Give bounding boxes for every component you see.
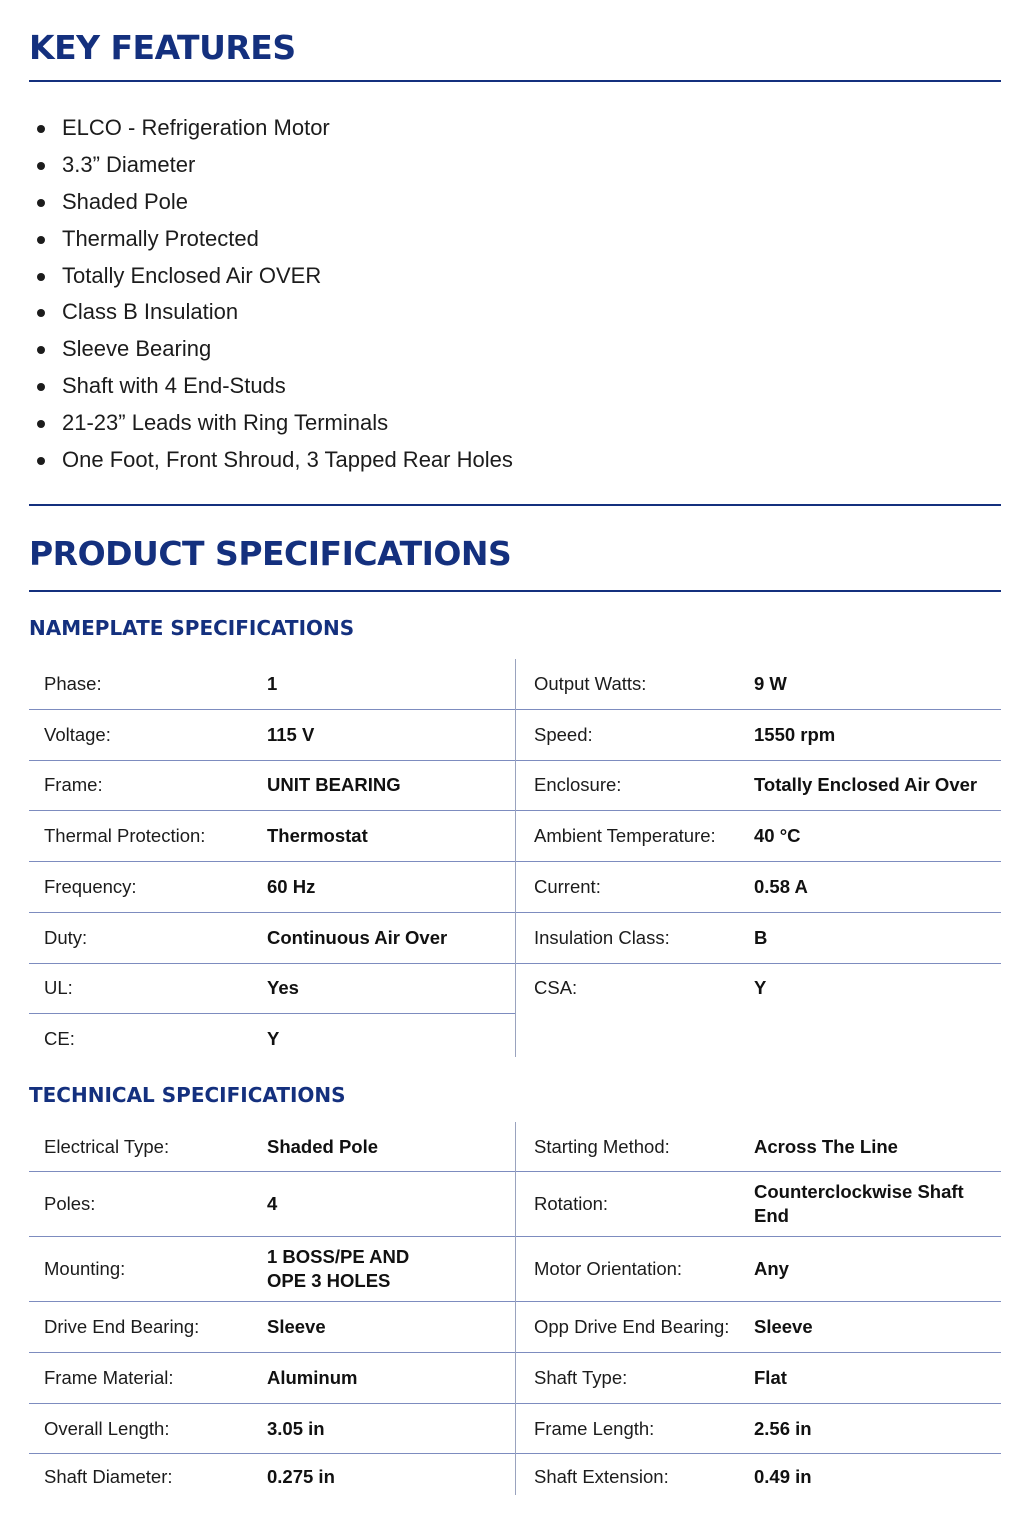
spec-value: 1 [267,672,278,694]
list-item: 3.3” Diameter [29,147,513,184]
list-item: Shaft with 4 End-Studs [29,368,513,405]
spec-label: Overall Length: [44,1417,170,1439]
spec-column-right [515,659,1001,1057]
spec-value: Any [754,1258,789,1279]
spec-row-duty [29,913,515,964]
spec-value: 0.58 A [754,875,808,897]
spec-row-insulation-class [516,913,1001,964]
key-features-heading: KEY FEATURES [29,28,296,67]
list-item: Shaded Pole [29,184,513,221]
spec-row-voltage [29,710,515,761]
spec-value: Yes [267,977,299,999]
key-features-list [29,110,513,479]
product-specifications-heading: PRODUCT SPECIFICATIONS [29,534,512,573]
list-item: Totally Enclosed Air OVER [29,258,513,295]
spec-value: 115 V [267,723,315,745]
spec-value: Flat [754,1367,787,1388]
spec-column-left [29,659,515,1064]
spec-row-starting-method [516,1122,1001,1172]
spec-value: Shaded Pole [267,1135,379,1157]
spec-label: Duty: [44,926,88,948]
spec-row-opp-drive-end-bearing [516,1302,1001,1353]
nameplate-spec-table [29,659,1001,1057]
spec-row-poles [29,1172,515,1237]
list-item: 21-23” Leads with Ring Terminals [29,405,513,442]
spec-label: Output Watts: [534,672,647,694]
bullet-icon [37,162,45,170]
spec-value: 3.05 in [267,1417,325,1439]
spec-label: CSA: [534,977,578,999]
spec-row-electrical-type [29,1122,515,1172]
bullet-icon [37,420,45,428]
spec-row-speed [516,710,1001,761]
list-item: ELCO - Refrigeration Motor [29,110,513,147]
spec-row-frame [29,761,515,812]
spec-label: UL: [44,977,73,999]
spec-row-frame-material [29,1353,515,1404]
spec-label: Frame Material: [44,1367,174,1388]
spec-value: Across The Line [754,1135,898,1157]
spec-label: Shaft Extension: [534,1466,669,1487]
technical-specifications-heading: TECHNICAL SPECIFICATIONS [29,1083,346,1107]
spec-row-shaft-diameter [29,1454,515,1500]
spec-label: Ambient Temperature: [534,825,716,847]
spec-value: 0.275 in [267,1466,335,1487]
bullet-icon [37,273,45,281]
spec-row-csa [516,964,1001,1014]
spec-value: Y [754,977,767,999]
spec-value: 4 [267,1193,278,1214]
spec-label: Current: [534,875,601,897]
spec-row-drive-end-bearing [29,1302,515,1353]
spec-value: UNIT BEARING [267,774,401,796]
spec-row-ce [29,1014,515,1064]
spec-value: Thermostat [267,825,368,847]
spec-label: Shaft Diameter: [44,1466,173,1487]
spec-label: Starting Method: [534,1135,670,1157]
divider [29,504,1001,506]
spec-value: 40 °C [754,825,801,847]
spec-row-phase [29,659,515,710]
spec-label: Insulation Class: [534,926,670,948]
spec-value: 1 BOSS/PE AND OPE 3 HOLES [267,1246,410,1291]
spec-value: Sleeve [754,1316,813,1337]
spec-row-ambient-temperature [516,811,1001,862]
spec-label: Enclosure: [534,774,622,796]
spec-row-overall-length [29,1404,515,1454]
bullet-icon [37,199,45,207]
spec-value: Aluminum [267,1367,358,1388]
spec-label: Speed: [534,723,593,745]
technical-spec-table [29,1122,1001,1495]
spec-value: 1550 rpm [754,723,836,745]
nameplate-specifications-heading: NAMEPLATE SPECIFICATIONS [29,616,355,640]
divider [29,590,1001,592]
spec-column-right [515,1122,1001,1495]
spec-row-rotation [516,1172,1001,1237]
spec-label: Opp Drive End Bearing: [534,1316,730,1337]
spec-row-motor-orientation [516,1237,1001,1302]
spec-value: Totally Enclosed Air Over [754,774,978,796]
spec-row-thermal-protection [29,811,515,862]
spec-label: Frequency: [44,875,137,897]
spec-label: Shaft Type: [534,1367,628,1388]
spec-value: Sleeve [267,1316,326,1337]
spec-value: Counterclockwise Shaft End [754,1181,964,1226]
spec-label: Thermal Protection: [44,825,206,847]
spec-label: Frame: [44,774,103,796]
bullet-icon [37,457,45,465]
spec-label: Rotation: [534,1193,609,1214]
spec-row-shaft-type [516,1353,1001,1404]
spec-row-enclosure [516,761,1001,812]
spec-value: 9 W [754,672,787,694]
spec-label: Drive End Bearing: [44,1316,200,1337]
list-item: Thermally Protected [29,221,513,258]
spec-row-frequency [29,862,515,913]
spec-column-left [29,1122,515,1500]
spec-label: Frame Length: [534,1417,655,1439]
spec-row-current [516,862,1001,913]
spec-value: Y [267,1028,280,1050]
list-item: Sleeve Bearing [29,331,513,368]
spec-value: 2.56 in [754,1417,812,1439]
bullet-icon [37,383,45,391]
spec-label: Phase: [44,672,102,694]
spec-row-mounting [29,1237,515,1302]
spec-row-ul [29,964,515,1015]
spec-row-output-watts [516,659,1001,710]
spec-row-shaft-extension [516,1454,1001,1500]
spec-label: Poles: [44,1193,96,1214]
spec-value: Continuous Air Over [267,926,448,948]
spec-label: Motor Orientation: [534,1258,683,1279]
list-item: One Foot, Front Shroud, 3 Tapped Rear Holes [29,442,513,479]
spec-value: 0.49 in [754,1466,812,1487]
spec-row-frame-length [516,1404,1001,1454]
spec-value: 60 Hz [267,875,316,897]
bullet-icon [37,236,45,244]
spec-label: Voltage: [44,723,111,745]
spec-label: Mounting: [44,1258,126,1279]
spec-value: B [754,926,768,948]
spec-label: Electrical Type: [44,1135,170,1157]
spec-label: CE: [44,1028,75,1050]
bullet-icon [37,346,45,354]
list-item: Class B Insulation [29,294,513,331]
bullet-icon [37,125,45,133]
divider [29,80,1001,82]
bullet-icon [37,309,45,317]
